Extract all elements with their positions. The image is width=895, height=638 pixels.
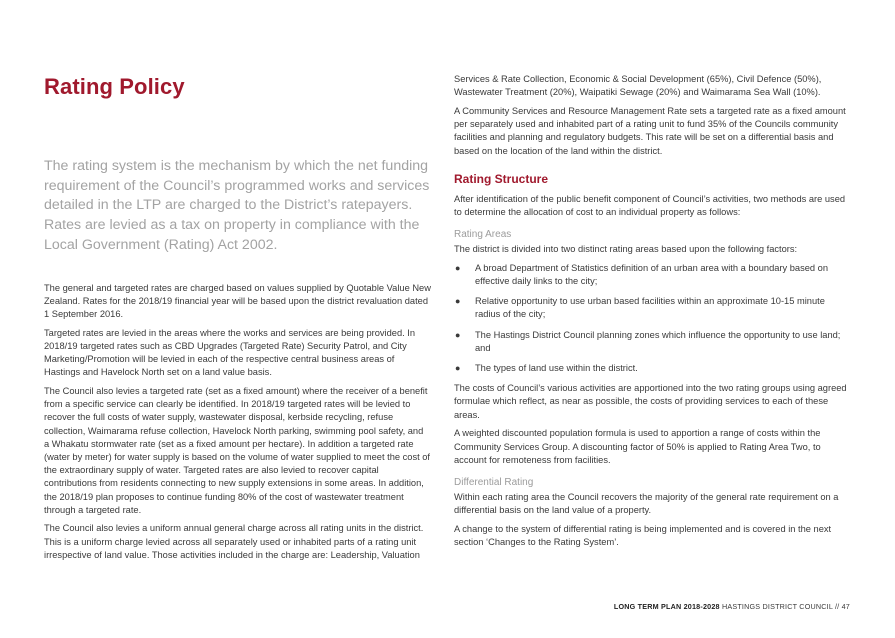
bullet-icon: ● (455, 329, 461, 340)
list-item-text: The Hastings District Council planning zones which influence the opportunity to use land; and (475, 329, 841, 353)
list-item-text: The types of land use within the district. (475, 363, 638, 374)
footer-org: HASTINGS DISTRICT COUNCIL (721, 602, 833, 611)
page-footer (614, 602, 850, 611)
body-paragraph: A change to the system of differential rating is being implemented and is covered in the next section ‘Changes to the Rating System’. (454, 523, 832, 548)
body-paragraph: The general and targeted rates are charged based on values supplied by Quotable Value New Zealand. Rates for the 2018/19 financial year will be based upon the district revaluation dated 1 September 2016. (44, 282, 431, 319)
rating-areas-lead: The district is divided into two distinct rating areas based upon the following factors: (454, 244, 798, 255)
bullet-icon: ● (455, 363, 461, 374)
intro-paragraph: The rating system is the mechanism by which the net funding requirement of the Council’s programmed works and services detailed in the LTP are charged to the District’s ratepayers. Rates are levied as a tax on property in compliance with the Local Government (Rating) Act 2002. (44, 158, 430, 253)
body-paragraph: Targeted rates are levied in the areas where the works and services are being provided. In 2018/19 targeted rates such as CBD Upgrades (Targeted Rate) Security Patrol, and City Marketing/Promotion will be levied in each of the respective central business areas of Hastings and Havelock North set on a land value basis. (44, 327, 416, 378)
list-item (454, 329, 852, 355)
body-paragraph: The Council also levies a targeted rate (set as a fixed amount) where the receiver of a benefit from a specific service can clearly be identified. In 2018/19 targeted rates will be levied to recover the full costs of water supply, wastewater disposal, kerbside recycling, refuse collection, Waimarama refuse collection, Havelock North parking, swimming pool safety, and a Whakatu stormwater rate (set as a fixed amount per hectare). In addition a targeted rate (water by meter) for water supply is based on the volume of water supplied to meet the cost of the extraordinary supply of water. Targeted rates are also levied to recover capital contributions from residents connecting to new supply extensions in some areas. In addition, the 2018/19 plan proposes to continue funding 80% of the cost of wastewater treatment through a targeted rate. (44, 385, 431, 515)
bullet-icon: ● (455, 296, 461, 307)
body-paragraph: Services & Rate Collection, Economic & Social Development (65%), Civil Defence (50%), Wastewater Treatment (20%), Waipatiki Sewage (20%) and Waimarama Sea Wall (10%). (454, 74, 822, 98)
list-item-text: Relative opportunity to use urban based facilities within an approximate 10-15 minute radius of the city; (475, 296, 825, 320)
list-item-text: A broad Department of Statistics definition of an urban area with a boundary based on effective daily links to the city; (475, 262, 828, 287)
right-column (454, 73, 852, 555)
list-item (454, 295, 852, 321)
page-title: Rating Policy (44, 74, 185, 99)
body-paragraph: The Council also levies a uniform annual general charge across all rating units in the district. This is a uniform charge levied across all separately used or inhabited parts of a rating unit irrespective of land value. Those activities included in the charge are: Leadership, Valuation (44, 523, 424, 560)
rating-areas-heading: Rating Areas (454, 229, 512, 241)
body-paragraph: The costs of Council’s various activities are apportioned into the two rating groups using agreed formulae which reflect, as near as possible, the costs of providing services to each of these areas. (454, 383, 847, 420)
body-paragraph: Within each rating area the Council recovers the majority of the general rate requirement on a differential basis on the land value of a property. (454, 491, 839, 516)
body-paragraph: A Community Services and Resource Management Rate sets a targeted rate as a fixed amount per separately used and inhabited part of a rating unit to fund 35% of the Councils community facilities and planning and regulatory budgets. This rate will be set on a differential basis and based on the location of the land within the district. (454, 105, 846, 156)
page-number: 47 (841, 602, 850, 611)
left-column (44, 72, 431, 568)
bullet-icon: ● (455, 262, 461, 273)
footer-separator: // (834, 602, 840, 611)
rating-structure-heading: Rating Structure (454, 171, 549, 186)
rating-structure-intro: After identification of the public benefit component of Council’s activities, two methods are used to determine the allocation of cost to an individual property as follows: (454, 193, 846, 217)
rating-factors-list (454, 262, 852, 375)
footer-doc-title: LONG TERM PLAN 2018-2028 (613, 602, 720, 611)
differential-rating-heading: Differential Rating (454, 476, 534, 488)
list-item (454, 362, 852, 375)
body-paragraph: A weighted discounted population formula is used to apportion a range of costs within the Community Services Group. A discounting factor of 50% is applied to Rating Area Two, to account for remoteness from facilities. (454, 428, 821, 465)
list-item (454, 262, 852, 288)
